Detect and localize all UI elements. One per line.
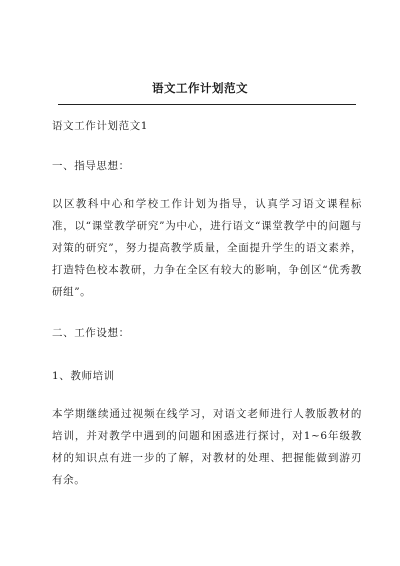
section-1-heading: 一、指导思想： (52, 160, 130, 172)
document-title: 语文工作计划范文 (152, 81, 248, 95)
title-underline (58, 104, 356, 105)
subtitle: 语文工作计划范文1 (52, 120, 149, 132)
section-2-heading: 二、工作设想： (52, 327, 130, 339)
section-1-paragraph: 以区教科中心和学校工作计划为指导，认真学习语文课程标准，以“课堂教学研究”为中心，进行语文“课堂教学中的问题与对策的研究”，努力提高教学质量，全面提升学生的语文素养，打造特色校本教研，力争在全区有较大的影响，争创区“优秀教研组”。 (52, 198, 362, 298)
item-1-heading: 1、教师培训 (52, 370, 115, 382)
item-1-paragraph: 本学期继续通过视频在线学习，对语文老师进行人教版教材的培训，并对教学中遇到的问题和困惑进行探讨，对1~6年级教材的知识点有进一步的了解，对教材的处理、把握能做到游刃有余。 (52, 408, 362, 486)
